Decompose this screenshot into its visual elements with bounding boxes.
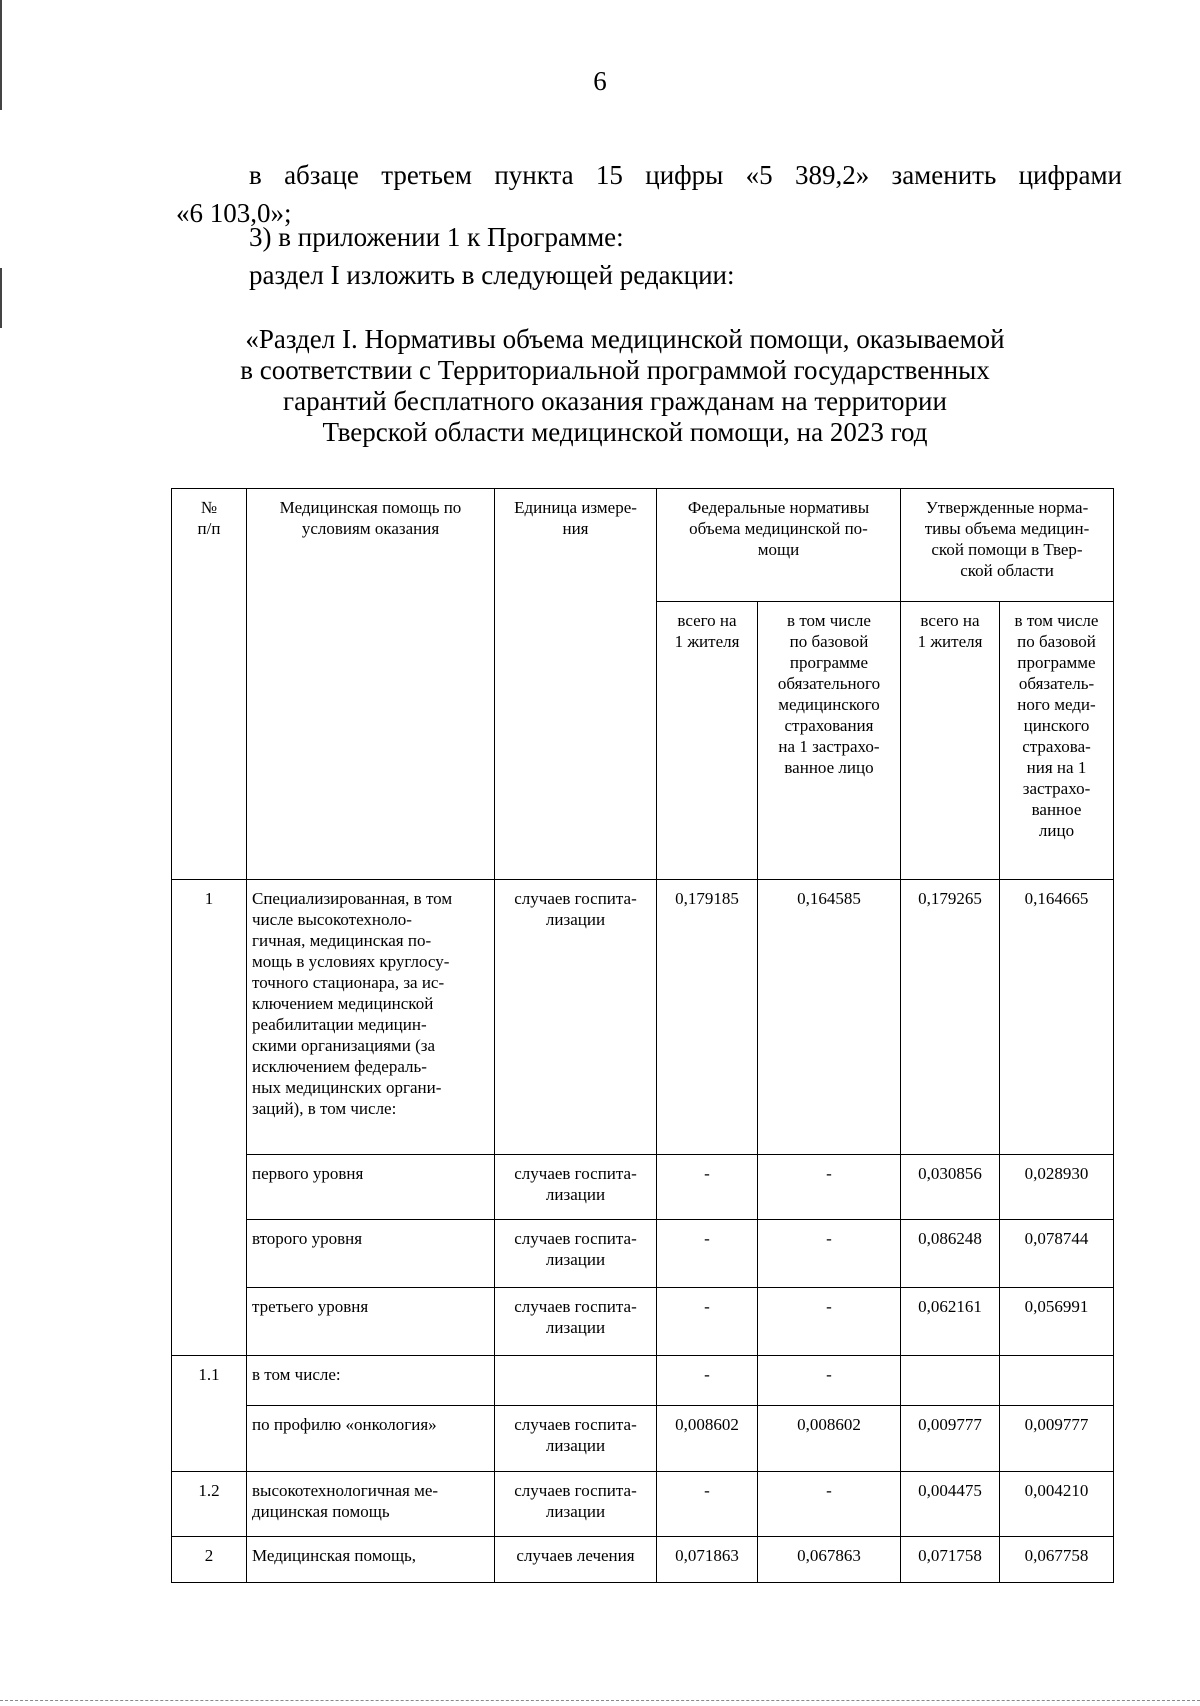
cell-fed-oms: 0,008602 [758, 1406, 901, 1472]
table-row [172, 1288, 1114, 1356]
cell-unit: случаев госпита- лизации [495, 1406, 657, 1472]
cell-fed-total: 0,008602 [657, 1406, 758, 1472]
cell-app-oms: 0,004210 [1000, 1472, 1114, 1537]
cell-app-oms: 0,009777 [1000, 1406, 1114, 1472]
cell-fed-total: - [657, 1472, 758, 1537]
cell-fed-total: - [657, 1220, 758, 1288]
cell-app-total [901, 1356, 1000, 1406]
cell-fed-total: - [657, 1288, 758, 1356]
cell-app-oms: 0,028930 [1000, 1155, 1114, 1220]
cell-care: высокотехнологичная ме- дицинская помощь [247, 1472, 495, 1537]
cell-fed-oms: - [758, 1356, 901, 1406]
cell-care: первого уровня [247, 1155, 495, 1220]
table-row [172, 1356, 1114, 1406]
cell-app-oms: 0,164665 [1000, 880, 1114, 1155]
header-app-total: всего на 1 жителя [901, 602, 1000, 880]
cell-app-total: 0,062161 [901, 1288, 1000, 1356]
cell-num: 1 [172, 880, 247, 1356]
cell-unit [495, 1356, 657, 1406]
cell-fed-total: 0,071863 [657, 1537, 758, 1583]
header-fed-total: всего на 1 жителя [657, 602, 758, 880]
cell-unit: случаев лечения [495, 1537, 657, 1583]
paragraph-section: раздел I изложить в следующей редакции: [249, 260, 735, 290]
header-app-oms: в том числе по базовой программе обязатель- ного меди- цинского страхова- ния на 1 застрахо- ванное лицо [1000, 602, 1114, 880]
cell-care: второго уровня [247, 1220, 495, 1288]
norms-table [171, 488, 1114, 1583]
cell-fed-oms: - [758, 1472, 901, 1537]
cell-care: в том числе: [247, 1356, 495, 1406]
header-fed-oms: в том числе по базовой программе обязательного медицинского страхования на 1 застрахо- ванное лицо [758, 602, 901, 880]
cell-app-total: 0,004475 [901, 1472, 1000, 1537]
header-unit: Единица измере- ния [495, 489, 657, 880]
paragraph-appendix: 3) в приложении 1 к Программе: [249, 222, 624, 252]
cell-care: Специализированная, в том числе высокотехноло- гичная, медицинская по- мощь в условиях круглосу- точного стационара, за ис- ключением медицинской реабилитации медицин- скими организациями (за исключением федераль- ных медицинских органи- заций), в том числе: [247, 880, 495, 1155]
cell-unit: случаев госпита- лизации [495, 880, 657, 1155]
heading-line: в соответствии с Территориальной программой государственных [240, 355, 990, 385]
table-row [172, 1406, 1114, 1472]
cell-fed-oms: - [758, 1155, 901, 1220]
heading-line: гарантий бесплатного оказания гражданам на территории [283, 386, 947, 416]
cell-app-total: 0,086248 [901, 1220, 1000, 1288]
page-bottom-edge [0, 1700, 1200, 1702]
cell-care: по профилю «онкология» [247, 1406, 495, 1472]
cell-fed-oms: - [758, 1288, 901, 1356]
page-number: 6 [593, 66, 607, 96]
cell-fed-oms: 0,067863 [758, 1537, 901, 1583]
header-approved: Утвержденные норма- тивы объема медицин- ской помощи в Твер- ской области [901, 489, 1114, 602]
cell-unit: случаев госпита- лизации [495, 1288, 657, 1356]
cell-app-oms: 0,078744 [1000, 1220, 1114, 1288]
scan-edge-mark [0, 268, 2, 328]
table-row [172, 880, 1114, 1155]
table-row [172, 1220, 1114, 1288]
paragraph-line: «6 103,0»; [176, 198, 292, 228]
table-row [172, 1472, 1114, 1537]
cell-fed-total: - [657, 1356, 758, 1406]
cell-app-oms: 0,056991 [1000, 1288, 1114, 1356]
cell-app-total: 0,009777 [901, 1406, 1000, 1472]
cell-app-total: 0,179265 [901, 880, 1000, 1155]
cell-unit: случаев госпита- лизации [495, 1220, 657, 1288]
paragraph-line: в абзаце третьем пункта 15 цифры «5 389,2» заменить цифрами [249, 160, 1122, 190]
table-row [172, 1155, 1114, 1220]
heading-line: Тверской области медицинской помощи, на 2023 год [322, 417, 928, 447]
cell-num: 1.2 [172, 1472, 247, 1537]
heading-line: «Раздел I. Нормативы объема медицинской помощи, оказываемой [245, 324, 1005, 354]
cell-app-oms [1000, 1356, 1114, 1406]
cell-unit: случаев госпита- лизации [495, 1472, 657, 1537]
header-num: № п/п [172, 489, 247, 880]
section-heading [0, 324, 1200, 448]
cell-care: третьего уровня [247, 1288, 495, 1356]
cell-app-total: 0,030856 [901, 1155, 1000, 1220]
cell-app-total: 0,071758 [901, 1537, 1000, 1583]
cell-unit: случаев госпита- лизации [495, 1155, 657, 1220]
cell-fed-oms: 0,164585 [758, 880, 901, 1155]
cell-app-oms: 0,067758 [1000, 1537, 1114, 1583]
header-federal: Федеральные нормативы объема медицинской по- мощи [657, 489, 901, 602]
cell-fed-oms: - [758, 1220, 901, 1288]
cell-care: Медицинская помощь, [247, 1537, 495, 1583]
table-row [172, 1537, 1114, 1583]
header-care: Медицинская помощь по условиям оказания [247, 489, 495, 880]
cell-num: 2 [172, 1537, 247, 1583]
cell-num: 1.1 [172, 1356, 247, 1472]
cell-fed-total: - [657, 1155, 758, 1220]
cell-fed-total: 0,179185 [657, 880, 758, 1155]
